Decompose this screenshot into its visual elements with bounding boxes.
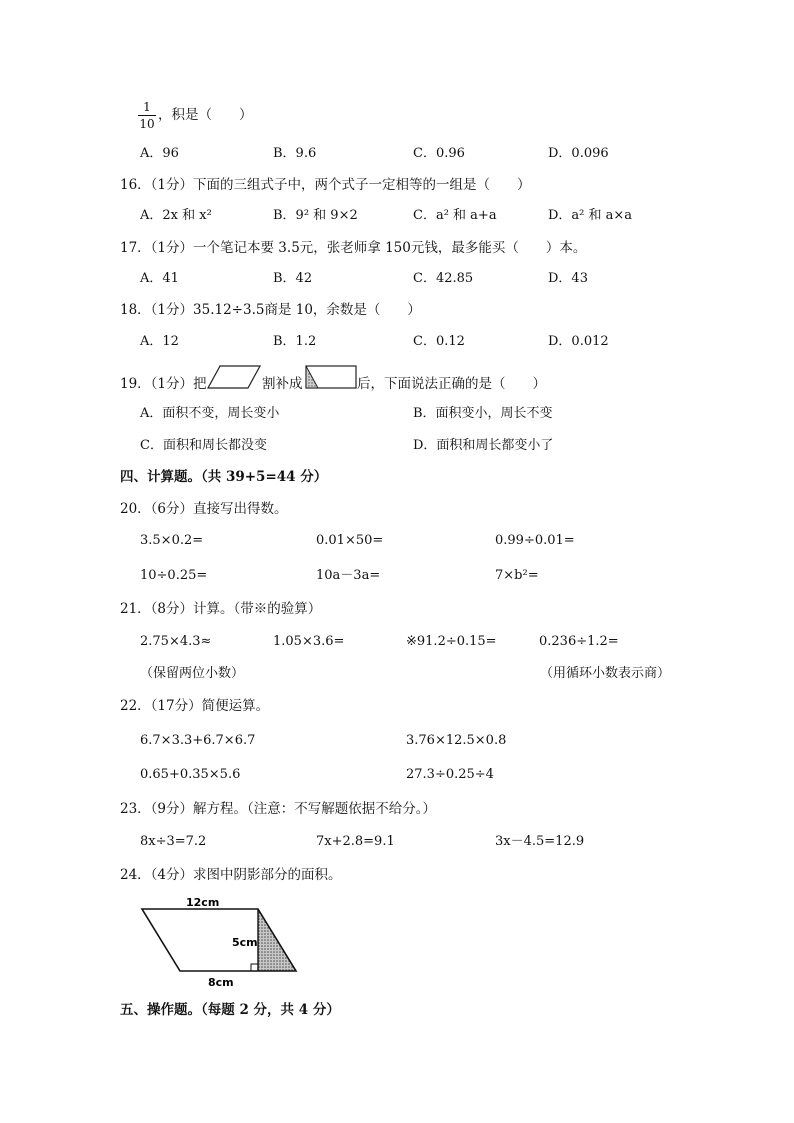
q17-option-a[interactable]: A．41: [140, 271, 179, 286]
q15-option-b[interactable]: B．9.6: [273, 146, 317, 161]
q20-item: 7×b²=: [495, 568, 539, 583]
q15-tail: ，积是（ ）: [158, 107, 253, 123]
q16-option-d[interactable]: D．a² 和 a×a: [548, 208, 633, 223]
q23-item: 7x+2.8=9.1: [316, 834, 395, 849]
q16-option-c[interactable]: C．a² 和 a+a: [413, 208, 497, 223]
q15-fraction-denominator: 10: [139, 117, 155, 131]
q17-option-b[interactable]: B．42: [273, 271, 313, 286]
q19-option-c[interactable]: C．面积和周长都没变: [140, 438, 267, 453]
q22-item: 6.7×3.3+6.7×6.7: [140, 733, 256, 748]
q20-item: 0.99÷0.01=: [495, 533, 575, 548]
q15-option-d[interactable]: D．0.096: [548, 146, 609, 161]
q22-stem: 22．（17分）简便运算。: [120, 698, 270, 714]
q17-option-d[interactable]: D．43: [548, 271, 588, 286]
q23-item: 8x÷3=7.2: [140, 834, 207, 849]
top-length-label: 12cm: [186, 896, 220, 909]
q21-note-right: （用循环小数表示商）: [540, 666, 671, 681]
parallelogram-shape: [208, 366, 260, 388]
rectangle-figure: [305, 364, 357, 390]
q15-fraction: [138, 100, 156, 131]
q22-item: 3.76×12.5×0.8: [406, 733, 507, 748]
q20-item: 0.01×50=: [316, 533, 384, 548]
q19-option-a[interactable]: A．面积不变，周长变小: [140, 406, 280, 421]
q17-option-c[interactable]: C．42.85: [413, 271, 474, 286]
parallelogram-figure: [206, 364, 262, 390]
bottom-length-label: 8cm: [208, 976, 234, 989]
q18-option-b[interactable]: B．1.2: [273, 334, 317, 349]
q21-item: 0.236÷1.2=: [539, 634, 619, 649]
q18-stem: 18．（1分）35.12÷3.5商是 10，余数是（ ）: [120, 302, 421, 318]
q18-option-c[interactable]: C．0.12: [413, 334, 465, 349]
height-label: 5cm: [232, 936, 258, 949]
right-angle-mark: [251, 964, 258, 971]
q20-item: 10a－3a=: [316, 568, 381, 583]
q15-option-c[interactable]: C．0.96: [413, 146, 465, 161]
q18-option-d[interactable]: D．0.012: [548, 334, 609, 349]
q15-fraction-numerator: 1: [143, 100, 151, 114]
q21-item: ※91.2÷0.15=: [406, 634, 497, 649]
q16-option-a[interactable]: A．2x 和 x²: [140, 208, 212, 223]
q20-item: 3.5×0.2=: [140, 533, 204, 548]
q17-stem: 17．（1分）一个笔记本要 3.5元，张老师拿 150元钱，最多能买（ ）本。: [120, 240, 587, 256]
q15-option-a[interactable]: A．96: [140, 146, 179, 161]
q21-stem: 21．（8分）计算。（带※的验算）: [120, 601, 322, 617]
trapezoid-figure: [138, 894, 302, 988]
q19-option-d[interactable]: D．面积和周长都变小了: [413, 438, 554, 453]
q19-prefix: 19．（1分）把: [120, 376, 207, 392]
q23-item: 3x－4.5=12.9: [495, 834, 585, 849]
section-5-title: 五、操作题。（每题 2 分，共 4 分）: [120, 1002, 340, 1018]
q22-item: 27.3÷0.25÷4: [406, 767, 494, 782]
q20-stem: 20．（6分）直接写出得数。: [120, 501, 288, 517]
section-4-title: 四、计算题。（共 39+5=44 分）: [120, 469, 328, 485]
q22-item: 0.65+0.35×5.6: [140, 767, 241, 782]
q16-option-b[interactable]: B．9² 和 9×2: [273, 208, 358, 223]
q19-option-b[interactable]: B．面积变小，周长不变: [413, 406, 553, 421]
q23-stem: 23．（9分）解方程。（注意：不写解题依据不给分。）: [120, 801, 437, 817]
q21-item: 1.05×3.6=: [273, 634, 345, 649]
q21-item: 2.75×4.3≈: [140, 634, 212, 649]
q21-note-left: （保留两位小数）: [140, 666, 245, 681]
fraction-bar: [138, 115, 156, 116]
q19-middle: 割补成: [262, 376, 303, 392]
q24-stem: 24．（4分）求图中阴影部分的面积。: [120, 867, 342, 883]
q18-option-a[interactable]: A．12: [140, 334, 179, 349]
q16-stem: 16．（1分）下面的三组式子中，两个式子一定相等的一组是（ ）: [120, 177, 531, 193]
q19-suffix: 后，下面说法正确的是（ ）: [357, 376, 546, 392]
q20-item: 10÷0.25=: [140, 568, 208, 583]
